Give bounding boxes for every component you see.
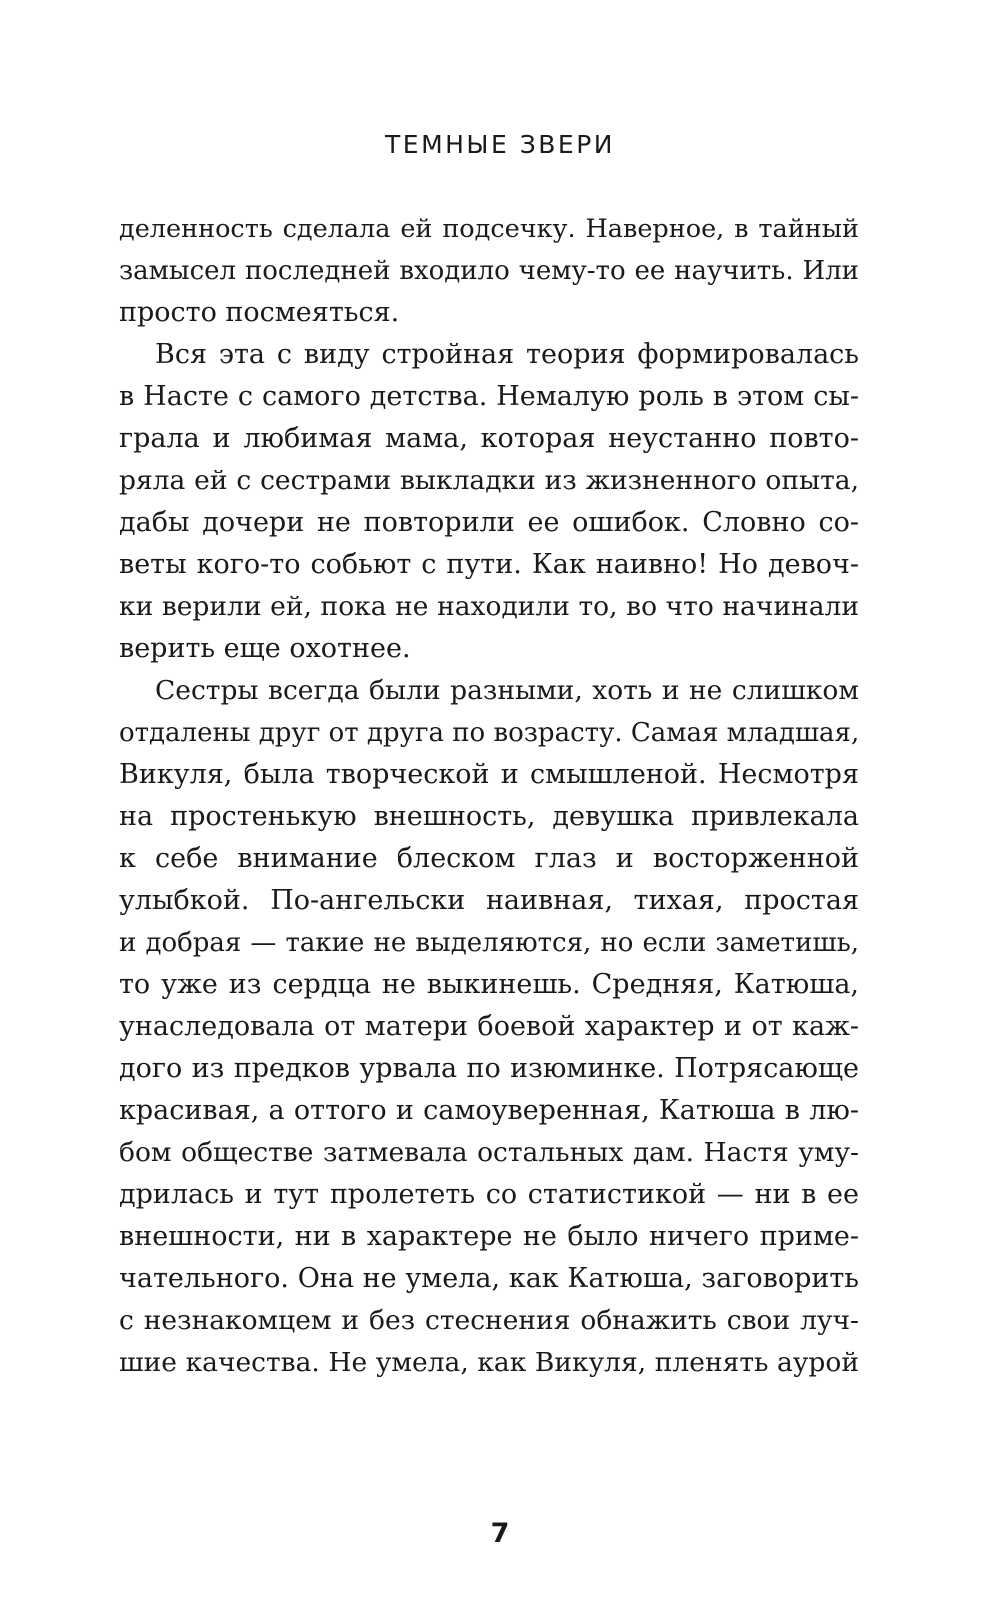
text-line: бом обществе затмевала остальных дам. Настя уму- [119,1137,859,1168]
text-line: шие качества. Не умела, как Викуля, пленять аурой [119,1347,859,1378]
text-line: то уже из сердца не выкинешь. Средняя, Катюша, [119,969,859,1000]
text-line: деленность сделала ей подсечку. Наверное, в тайный [119,214,859,244]
text-line: красивая, а оттого и самоуверенная, Катюша в лю- [119,1095,859,1126]
running-title: ТЕМНЫЕ ЗВЕРИ [385,130,615,159]
text-line: и добрая — такие не выделяются, но если заметишь, [119,928,859,958]
text-line: дрилась и тут пролететь со статистикой — ни в ее [119,1179,859,1210]
page-number: 7 [490,1518,510,1549]
paragraph-first-line: Сестры всегда были разными, хоть и не слишком [155,675,859,706]
text-line: веты кого-то собьют с пути. Как наивно! Но девоч- [119,549,859,580]
text-line: дабы дочери не повторили ее ошибок. Словно со- [119,507,859,538]
text-line: дого из предков урвала по изюминке. Потрясающе [119,1053,859,1084]
text-line: верить еще охотнее. [119,633,411,664]
text-line: Викуля, была творческой и смышленой. Несмотря [119,759,859,790]
text-line: ряла ей с сестрами выкладки из жизненного опыта, [119,465,859,496]
text-line: просто посмеяться. [119,297,400,328]
text-line: унаследовала от матери боевой характер и от каж- [119,1011,859,1042]
text-line: грала и любимая мама, которая неустанно повто- [119,423,859,454]
text-line: ки верили ей, пока не находили то, во что начинали [119,591,859,622]
paragraph-first-line: Вся эта с виду стройная теория формировалась [155,339,859,370]
text-line: замысел последней входило чему-то ее научить. Или [119,256,859,286]
text-line: улыбкой. По-ангельски наивная, тихая, простая [119,885,859,916]
text-line: на простенькую внешность, девушка привлекала [119,801,859,832]
text-line: внешности, ни в характере не было ничего приме- [119,1221,859,1252]
text-line: к себе внимание блеском глаз и восторженной [119,843,859,874]
text-line: в Насте с самого детства. Немалую роль в этом сы- [119,381,859,412]
text-line: с незнакомцем и без стеснения обнажить свои луч- [119,1305,859,1336]
body-text [119,208,859,1384]
text-line: отдалены друг от друга по возрасту. Самая младшая, [119,718,859,748]
text-line: чательного. Она не умела, как Катюша, заговорить [119,1263,859,1294]
